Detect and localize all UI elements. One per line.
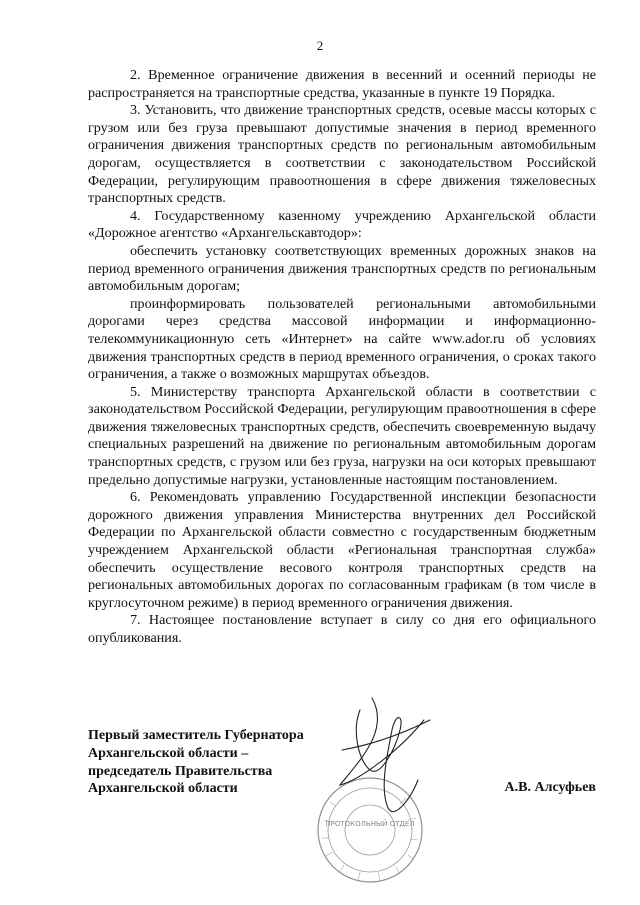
document-body [88, 67, 596, 648]
paragraph-4-sub-1: обеспечить установку соответствующих временных дорожных знаков на период временного ограничения движения транспортных средств по региональным автомобильным дорогам; [88, 242, 596, 295]
paragraph-5: 5. Министерству транспорта Архангельской области в соответствии с законодательством Российской Федерации, регулирующим правоотношения в сфере движения тяжеловесных транспортных средств, обеспечить своевременную выдачу специальных разрешений на движение по региональным автомобильным дорогам транспортных средств, с грузом или без груза, нагрузки на оси которых превышают предельно допустимые нагрузки, установленные настоящим постановлением. [88, 383, 596, 488]
paragraph-3: 3. Установить, что движение транспортных средств, осевые массы которых с грузом или без груза превышают допустимые значения в период временного ограничения движения транспортных средств по региональным автомобильным дорогам, осуществляется в соответствии с законодательством Российской Федерации, регулирующим правоотношения в сфере движения тяжеловесных транспортных средств. [88, 102, 596, 207]
signatory-name: А.В. Алсуфьев [504, 780, 596, 795]
signatory-title-line-1: Первый заместитель Губернатора [88, 728, 304, 743]
paragraph-7: 7. Настоящее постановление вступает в силу со дня его официального опубликования. [88, 612, 596, 646]
signatory-title-line-3: председатель Правительства [88, 763, 273, 779]
paragraph-4: 4. Государственному казенному учреждению Архангельской области «Дорожное агентство «Архангельскавтодор»: [88, 207, 596, 242]
paragraph-2: 2. Временное ограничение движения в весенний и осенний периоды не распространяется на транспортные средства, указанные в пункте 19 Порядка. [88, 67, 596, 101]
signatory-title-line-2: Архангельской области – [88, 745, 249, 761]
paragraph-6: 6. Рекомендовать управлению Государственной инспекции безопасности дорожного движения управления Министерства внутренних дел Российской Федерации по Архангельской области совместно с государственным бюджетным учреждением Архангельской области «Региональная транспортная служба» обеспечить осуществление весового контроля транспортных средств на региональных автомобильных дорогах по согласованным графикам (в том числе в круглосуточном режиме) в период временного ограничения движения. [88, 489, 596, 611]
svg-text:ПРОТОКОЛЬНЫЙ ОТДЕЛ: ПРОТОКОЛЬНЫЙ ОТДЕЛ [325, 820, 415, 828]
signatory-title [88, 727, 388, 798]
paragraph-4-sub-2: проинформировать пользователей региональными автомобильными дорогами через средства массовой информации и информационно-телекоммуникационную сеть «Интернет» на сайте www.ador.ru об условиях движения транспортных средств в период временного ограничения, о сроках такого ограничения, а также о возможных маршрутах объездов. [88, 295, 596, 383]
signatory-title-line-4: Архангельской области [88, 781, 238, 797]
page-number: 2 [316, 38, 324, 53]
